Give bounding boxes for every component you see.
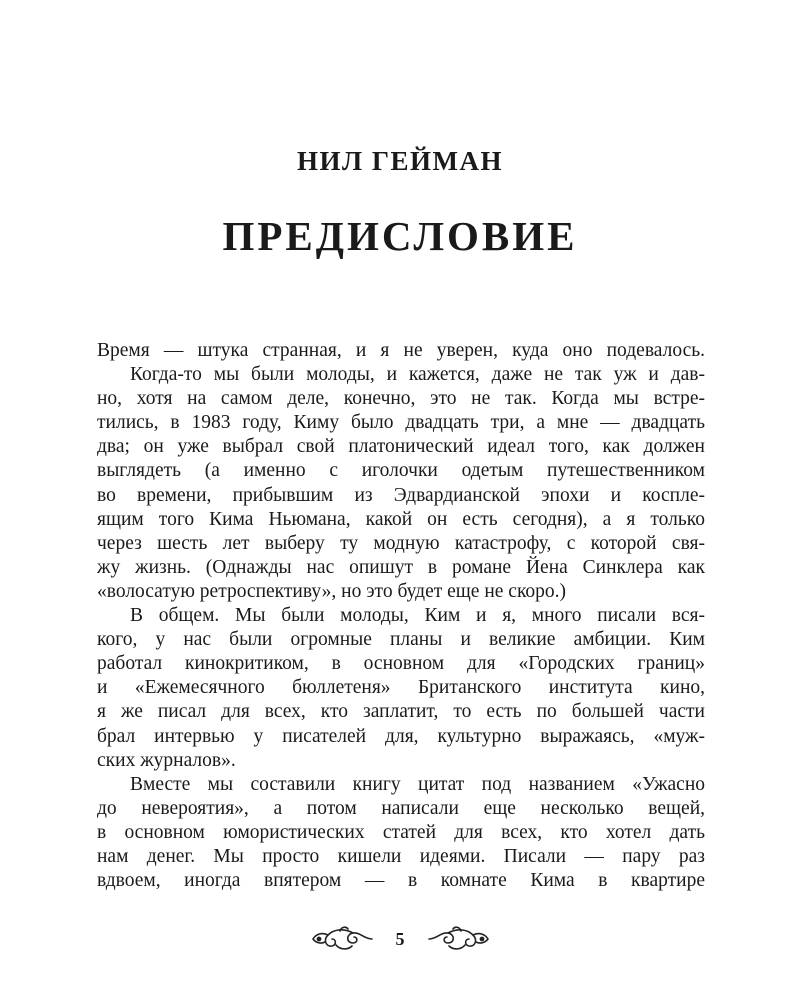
body-text	[97, 339, 705, 893]
text-line: ских журналов».	[97, 749, 236, 771]
text-line: вдвоем, иногда впятером — в комнате Кима в квартире	[97, 870, 705, 892]
text-line: кого, у нас были огромные планы и великие амбиции. Ким	[97, 629, 705, 651]
page-number: 5	[395, 928, 405, 949]
flourish-ornament-right-icon	[427, 926, 491, 952]
text-line: через шесть лет выберу ту модную катастрофу, с которой свя-	[97, 532, 705, 554]
text-line: Когда-то мы были молоды, и кажется, даже не так уж и дав-	[130, 364, 705, 386]
text-line: до невероятия», а потом написали еще несколько вещей,	[97, 797, 705, 819]
text-line: и «Ежемесячного бюллетеня» Британского института кино,	[97, 677, 705, 699]
text-line: но, хотя на самом деле, конечно, это не так. Когда мы встре-	[97, 388, 705, 410]
text-line: работал кинокритиком, в основном для «Городских границ»	[97, 653, 705, 675]
text-line: я же писал для всех, кто заплатит, то есть по большей части	[97, 701, 705, 723]
page-footer	[0, 926, 800, 952]
text-line: тились, в 1983 году, Киму было двадцать три, а мне — двадцать	[97, 412, 705, 434]
text-line: Вместе мы составили книгу цитат под названием «Ужасно	[130, 773, 705, 795]
text-line: выглядеть (а именно с иголочки одетым путешественником	[97, 460, 705, 482]
text-line: два; он уже выбрал свой платонический идеал того, как должен	[97, 436, 705, 458]
text-line: в основном юмористических статей для всех, кто хотел дать	[97, 821, 705, 843]
text-line: Время — штука странная, и я не уверен, куда оно подевалось.	[97, 340, 705, 361]
author-name: НИЛ ГЕЙМАН	[296, 146, 504, 176]
text-line: жу жизнь. (Однажды нас опишут в романе Йена Синклера как	[97, 556, 705, 578]
text-line: во времени, прибывшим из Эдвардианской эпохи и коспле-	[97, 484, 705, 506]
text-line: нам денег. Мы просто кишели идеями. Писали — пару раз	[97, 845, 705, 867]
text-line: ящим того Кима Ньюмана, какой он есть сегодня), а я только	[97, 508, 705, 530]
chapter-title: ПРЕДИСЛОВИЕ	[222, 213, 578, 259]
text-line: В общем. Мы были молоды, Ким и я, много писали вся-	[130, 605, 705, 627]
text-line: брал интервью у писателей для, культурно выражаясь, «муж-	[97, 725, 705, 747]
flourish-ornament-left-icon	[310, 926, 374, 952]
text-line: «волосатую ретроспективу», но это будет еще не скоро.)	[97, 580, 567, 602]
